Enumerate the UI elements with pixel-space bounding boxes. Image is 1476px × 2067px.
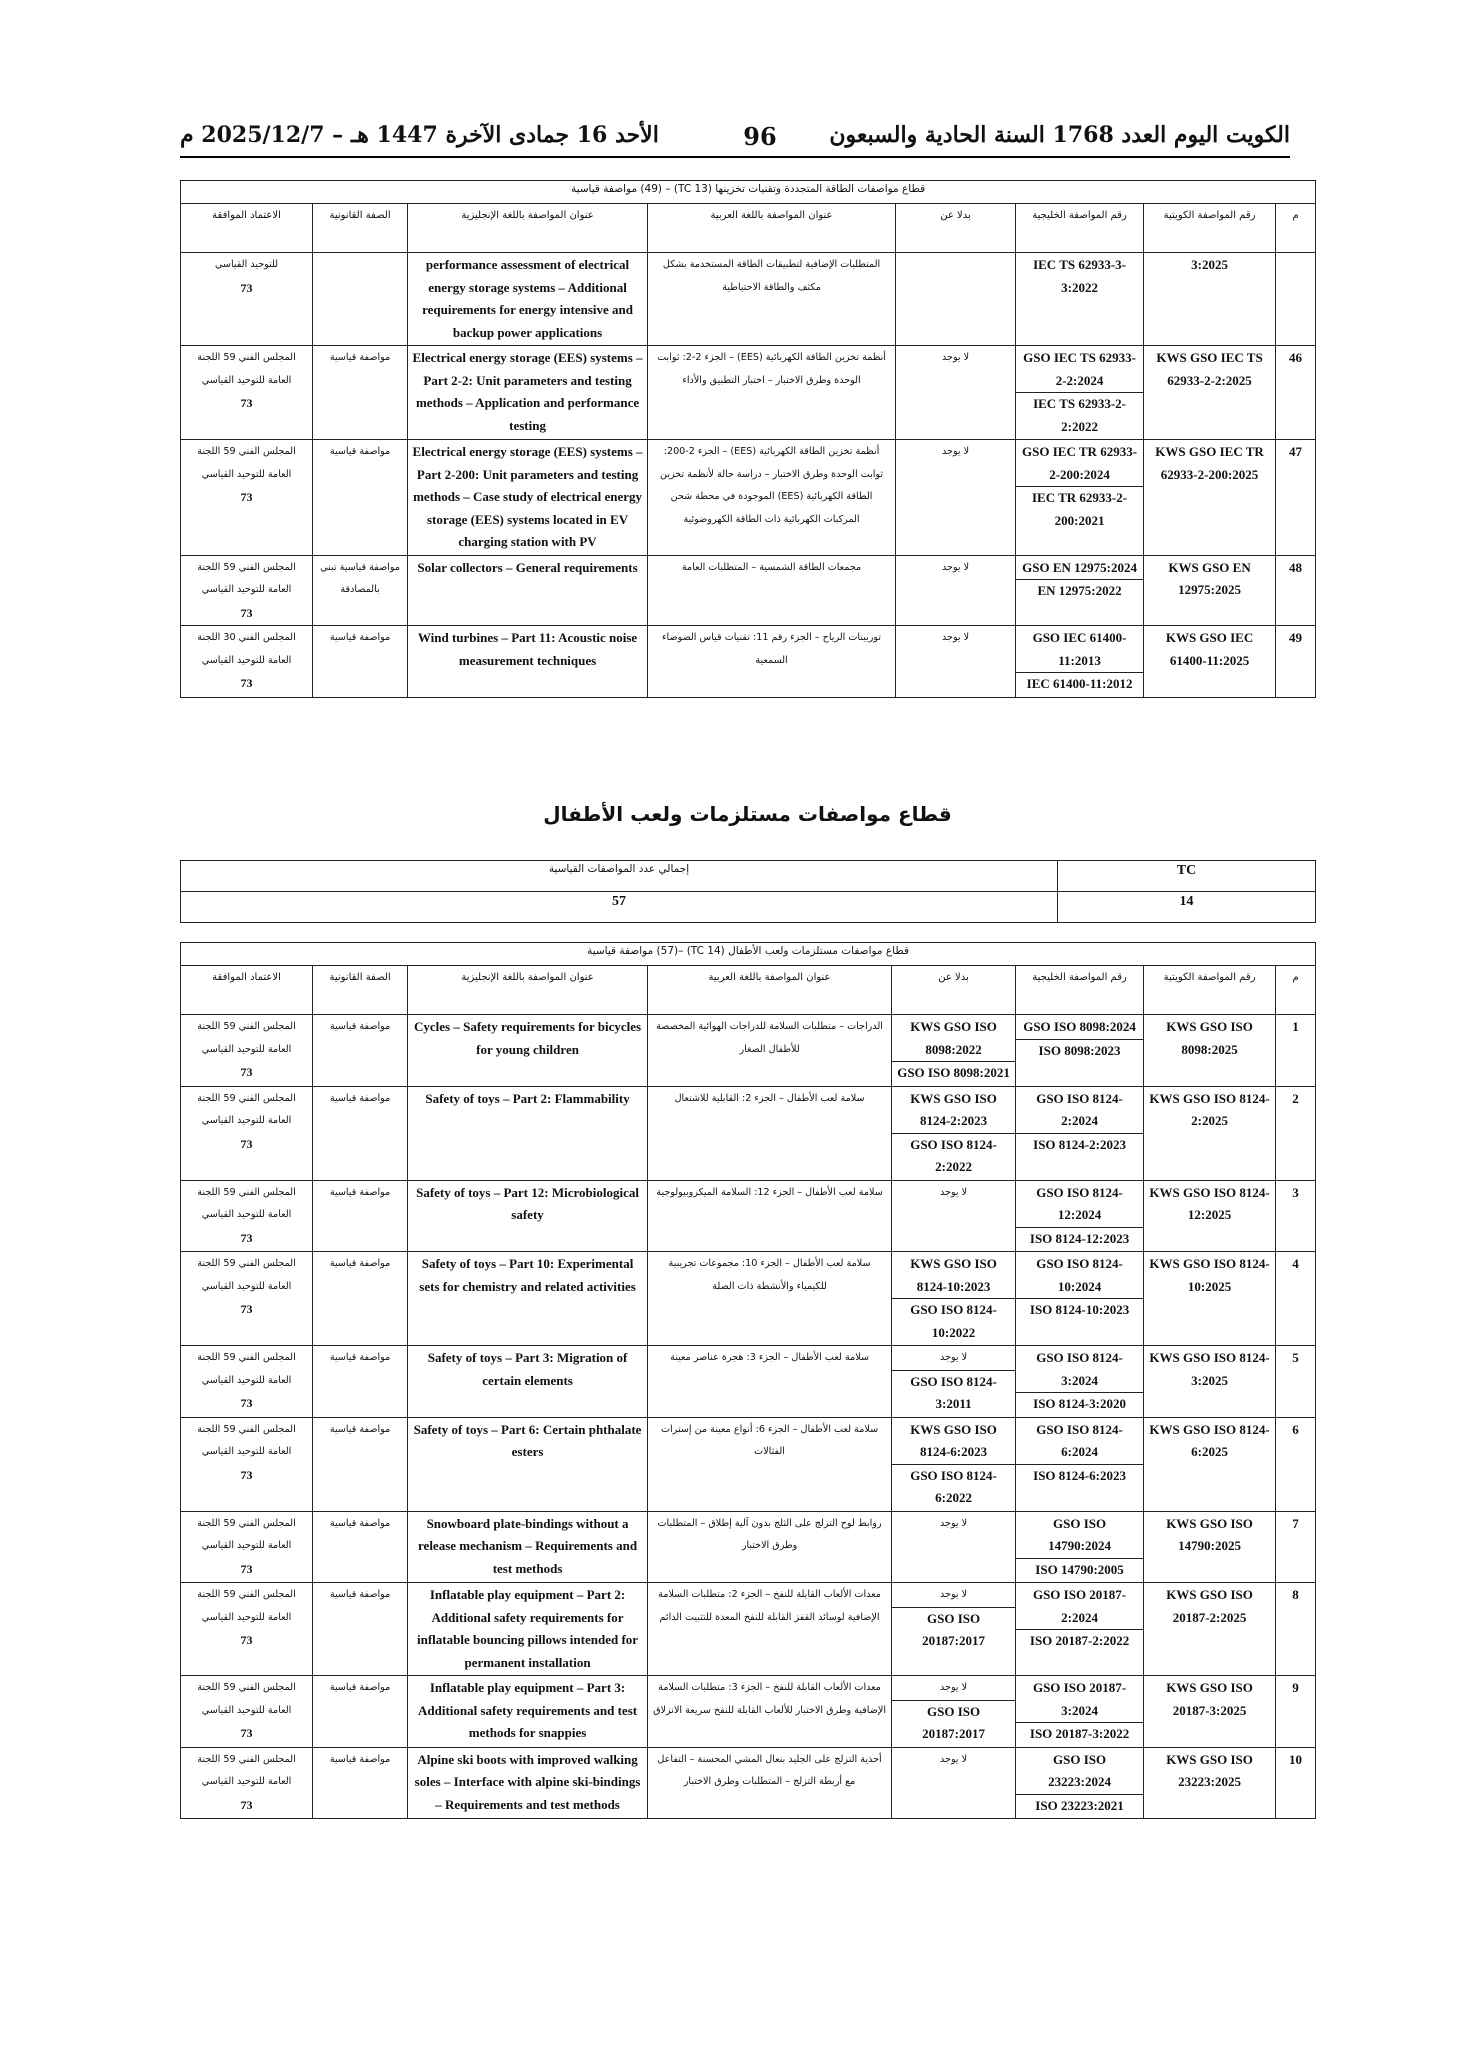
replaced-standard: لا يوجد: [941, 352, 970, 363]
gulf-standard-number: IEC TR 62933-2-200:2021: [1016, 486, 1143, 532]
row-index: 2: [1276, 1086, 1316, 1180]
approval-text: المجلس الفني 59 اللجنة العامة للتوحيد القياسي: [197, 1186, 296, 1220]
gulf-standard-cell: [1016, 1015, 1144, 1087]
gulf-standard-number: GSO IEC 61400-11:2013: [1032, 630, 1127, 668]
title-arabic: معدات الألعاب القابلة للنفخ – الجزء 3: متطلبات السلامة الإضافية وطرق الاختبار للألعاب القابلة للنفخ سريعة الانزلاق: [648, 1676, 892, 1748]
title-english: Snowboard plate-bindings without a release mechanism – Requirements and test methods: [408, 1511, 648, 1583]
replaced-standard: لا يوجد: [939, 1517, 968, 1529]
approval-cell: [181, 1747, 313, 1819]
replaces-cell: [892, 1676, 1016, 1748]
title-arabic: سلامة لعب الأطفال – الجزء 6: أنواع معينة من إسترات الفثالات: [648, 1417, 892, 1511]
legal-status: مواصفة قياسية: [313, 1180, 408, 1252]
legal-status: مواصفة قياسية: [313, 1511, 408, 1583]
col-approval: الاعتماد الموافقة: [181, 966, 313, 1015]
kuwaiti-standard-number: KWS GSO EN 12975:2025: [1144, 555, 1276, 626]
gulf-standard-number: GSO ISO 23223:2024: [1048, 1751, 1111, 1789]
approval-text: المجلس الفني 59 اللجنة العامة للتوحيد القياسي: [197, 1352, 296, 1386]
legal-status: [313, 253, 408, 346]
approval-number: 73: [240, 1230, 253, 1245]
kuwaiti-standard-number: KWS GSO IEC 61400-11:2025: [1144, 626, 1276, 698]
title-english: Safety of toys – Part 12: Microbiological safety: [408, 1180, 648, 1252]
kuwaiti-standard-number: KWS GSO ISO 20187-3:2025: [1144, 1676, 1276, 1748]
gulf-standard-number: GSO ISO 8124-10:2024: [1036, 1256, 1123, 1294]
row-index: 7: [1276, 1511, 1316, 1583]
table-caption: قطاع مواصفات الطاقة المتجددة وتقنيات تخزينها (TC 13) – (49) مواصفة قياسية: [181, 181, 1316, 204]
title-english: Safety of toys – Part 10: Experimental sets for chemistry and related activities: [408, 1252, 648, 1346]
title-english: Inflatable play equipment – Part 3: Additional safety requirements and test methods for snappies: [408, 1676, 648, 1748]
gulf-standard-number: ISO 8124-3:2020: [1016, 1392, 1143, 1416]
gulf-standard-number: IEC TS 62933-3-3:2022: [1033, 257, 1127, 295]
table-row: [181, 253, 1316, 346]
replaced-standard: KWS GSO ISO 8124-6:2023: [910, 1421, 997, 1459]
gulf-standard-number: ISO 8124-2:2023: [1016, 1133, 1143, 1157]
table-row: [181, 1676, 1316, 1748]
replaced-standard: لا يوجد: [941, 446, 970, 457]
gulf-standard-number: ISO 8124-12:2023: [1016, 1227, 1143, 1251]
gulf-standard-cell: [1016, 1346, 1144, 1418]
replaced-standard: لا يوجد: [939, 1589, 968, 1600]
title-english: Safety of toys – Part 6: Certain phthalate esters: [408, 1417, 648, 1511]
page-header: [180, 122, 1290, 158]
gulf-standard-number: GSO ISO 8098:2024: [1023, 1019, 1136, 1034]
col-title-en: عنوان المواصفة باللغة الإنجليزية: [408, 966, 648, 1015]
col-legal: الصفة القانونية: [313, 204, 408, 253]
replaces-cell: [892, 1252, 1016, 1346]
replaces-cell: [896, 253, 1016, 346]
table-body: [181, 253, 1316, 698]
kuwaiti-standard-number: KWS GSO IEC TS 62933-2-2:2025: [1144, 346, 1276, 440]
title-english: Inflatable play equipment – Part 2: Additional safety requirements for inflatable bouncing pillows intended for permanent installation: [408, 1583, 648, 1676]
approval-cell: [181, 626, 313, 698]
legal-status: مواصفة قياسية: [313, 1417, 408, 1511]
gulf-standard-number: EN 12975:2022: [1016, 579, 1143, 603]
gulf-standard-cell: [1016, 440, 1144, 556]
table-row: [181, 440, 1316, 556]
section-title: قطاع مواصفات مستلزمات ولعب الأطفال: [543, 802, 952, 826]
table-row: [181, 1417, 1316, 1511]
title-arabic: روابط لوح التزلج على الثلج بدون آلية إطلاق – المتطلبات وطرق الاختبار: [648, 1511, 892, 1583]
row-index: 1: [1276, 1015, 1316, 1087]
gulf-standard-number: GSO ISO 8124-6:2024: [1036, 1421, 1123, 1459]
summary-tc-value: 14: [1058, 892, 1316, 923]
approval-number: 73: [240, 676, 253, 690]
title-english: Solar collectors – General requirements: [408, 555, 648, 626]
approval-text: المجلس الفني 59 اللجنة العامة للتوحيد القياسي: [197, 1258, 296, 1292]
title-arabic: سلامة لعب الأطفال – الجزء 2: القابلية للاشتعال: [648, 1086, 892, 1180]
gulf-standard-cell: [1016, 1180, 1144, 1252]
gulf-standard-cell: [1016, 1747, 1144, 1819]
approval-cell: [181, 1511, 313, 1583]
approval-number: 73: [240, 280, 253, 295]
legal-status: مواصفة قياسية: [313, 1747, 408, 1819]
gulf-standard-cell: [1016, 1511, 1144, 1583]
approval-number: 73: [240, 1797, 253, 1812]
approval-cell: [181, 253, 313, 346]
gulf-standard-number: IEC TS 62933-2-2:2022: [1016, 392, 1143, 438]
row-index: 8: [1276, 1583, 1316, 1676]
replaced-standard: لا يوجد: [939, 1753, 968, 1765]
legal-status: مواصفة قياسية: [313, 1015, 408, 1087]
title-arabic: معدات الألعاب القابلة للنفخ – الجزء 2: متطلبات السلامة الإضافية لوسائد القفز القابلة للنفخ المعدة للتثبيت الدائم: [648, 1583, 892, 1676]
replaces-cell: [892, 1346, 1016, 1418]
approval-number: 73: [240, 1302, 253, 1316]
standards-table-tc14: [180, 942, 1316, 1819]
title-arabic: سلامة لعب الأطفال – الجزء 3: هجرة عناصر معينة: [648, 1346, 892, 1418]
gulf-standard-number: ISO 14790:2005: [1016, 1558, 1143, 1582]
table-row: [181, 626, 1316, 698]
replaced-standard: GSO ISO 8124-6:2022: [892, 1464, 1015, 1510]
approval-number: 73: [240, 1561, 253, 1576]
approval-text: المجلس الفني 59 اللجنة العامة للتوحيد القياسي: [197, 1517, 296, 1551]
replaced-standard: لا يوجد: [939, 1682, 968, 1693]
gulf-standard-number: GSO ISO 8124-3:2024: [1036, 1350, 1123, 1388]
table-caption: قطاع مواصفات مستلزمات ولعب الأطفال (TC 14) –(57) مواصفة قياسية: [181, 943, 1316, 966]
standards-table-tc13: [180, 180, 1316, 698]
approval-number: 73: [240, 396, 253, 410]
title-english: Safety of toys – Part 3: Migration of certain elements: [408, 1346, 648, 1418]
replaces-cell: [892, 1417, 1016, 1511]
approval-text: المجلس الفني 59 اللجنة العامة للتوحيد القياسي: [197, 446, 296, 480]
legal-status: مواصفة قياسية: [313, 346, 408, 440]
col-title-en: عنوان المواصفة باللغة الإنجليزية: [408, 204, 648, 253]
gulf-standard-cell: [1016, 1583, 1144, 1676]
gulf-standard-number: ISO 20187-3:2022: [1016, 1722, 1143, 1746]
gulf-standard-cell: [1016, 1417, 1144, 1511]
masthead: الكويت اليوم العدد 1768 السنة الحادية والسبعون: [829, 122, 1290, 148]
col-kuwaiti: رقم المواصفة الكويتية: [1144, 966, 1276, 1015]
title-arabic: أنظمة تخزين الطاقة الكهربائية (EES) – الجزء 2-2: ثوابت الوحدة وطرق الاختبار – اختبار التطبيق والأداء: [648, 346, 896, 440]
title-arabic: سلامة لعب الأطفال – الجزء 12: السلامة الميكروبيولوجية: [648, 1180, 892, 1252]
legal-status: مواصفة قياسية: [313, 626, 408, 698]
col-index: م: [1276, 966, 1316, 1015]
gulf-standard-number: GSO ISO 8124-12:2024: [1036, 1184, 1123, 1222]
title-english: Wind turbines – Part 11: Acoustic noise measurement techniques: [408, 626, 648, 698]
approval-number: 73: [240, 1467, 253, 1482]
replaced-standard: GSO ISO 8124-2:2022: [892, 1133, 1015, 1179]
approval-number: 73: [240, 1396, 253, 1410]
title-english: Electrical energy storage (EES) systems – Part 2-2: Unit parameters and testing methods – Application and performance testing: [408, 346, 648, 440]
title-english: Alpine ski boots with improved walking soles – Interface with alpine ski-bindings – Requirements and test methods: [408, 1747, 648, 1819]
summary-total-label: إجمالي عدد المواصفات القياسية: [181, 861, 1058, 892]
kuwaiti-standard-number: KWS GSO ISO 23223:2025: [1144, 1747, 1276, 1819]
kuwaiti-standard-number: KWS GSO ISO 8098:2025: [1144, 1015, 1276, 1087]
replaces-cell: [892, 1747, 1016, 1819]
gulf-standard-cell: [1016, 346, 1144, 440]
col-title-ar: عنوان المواصفة باللغة العربية: [648, 966, 892, 1015]
table-row: [181, 555, 1316, 626]
legal-status: مواصفة قياسية تبني بالمصادقة: [313, 555, 408, 626]
approval-cell: [181, 1346, 313, 1418]
table-row: [181, 1511, 1316, 1583]
approval-text: المجلس الفني 59 اللجنة العامة للتوحيد القياسي: [197, 1021, 296, 1055]
replaced-standard: KWS GSO ISO 8124-2:2023: [910, 1090, 997, 1128]
title-arabic: مجمعات الطاقة الشمسية – المتطلبات العامة: [648, 555, 896, 626]
gulf-standard-number: ISO 23223:2021: [1016, 1794, 1143, 1818]
approval-number: 73: [240, 1726, 253, 1740]
approval-cell: [181, 346, 313, 440]
row-index: [1276, 253, 1316, 346]
row-index: 4: [1276, 1252, 1316, 1346]
approval-number: 73: [240, 605, 253, 620]
approval-cell: [181, 1417, 313, 1511]
kuwaiti-standard-number: KWS GSO ISO 8124-3:2025: [1144, 1346, 1276, 1418]
approval-cell: [181, 1086, 313, 1180]
kuwaiti-standard-number: KWS GSO IEC TR 62933-2-200:2025: [1144, 440, 1276, 556]
title-arabic: سلامة لعب الأطفال – الجزء 10: مجموعات تجريبية للكيمياء والأنشطة ذات الصلة: [648, 1252, 892, 1346]
kuwaiti-standard-number: KWS GSO ISO 20187-2:2025: [1144, 1583, 1276, 1676]
replaces-cell: [892, 1015, 1016, 1087]
row-index: 48: [1276, 555, 1316, 626]
legal-status: مواصفة قياسية: [313, 1676, 408, 1748]
legal-status: مواصفة قياسية: [313, 440, 408, 556]
replaced-standard: لا يوجد: [941, 632, 970, 643]
title-english: Safety of toys – Part 2: Flammability: [408, 1086, 648, 1180]
kuwaiti-standard-number: KWS GSO ISO 8124-2:2025: [1144, 1086, 1276, 1180]
kuwaiti-standard-number: KWS GSO ISO 14790:2025: [1144, 1511, 1276, 1583]
summary-table: [180, 860, 1316, 923]
approval-cell: [181, 555, 313, 626]
legal-status: مواصفة قياسية: [313, 1583, 408, 1676]
row-index: 10: [1276, 1747, 1316, 1819]
table-row: [181, 346, 1316, 440]
table-row: [181, 1747, 1316, 1819]
title-english: Cycles – Safety requirements for bicycles for young children: [408, 1015, 648, 1087]
legal-status: مواصفة قياسية: [313, 1086, 408, 1180]
replaces-cell: [896, 346, 1016, 440]
title-english: Electrical energy storage (EES) systems – Part 2-200: Unit parameters and testing methods – Case study of electrical energy storage (EES) systems located in EV charging station with PV: [408, 440, 648, 556]
gulf-standard-number: ISO 8124-10:2023: [1016, 1298, 1143, 1322]
gulf-standard-cell: [1016, 253, 1144, 346]
replaces-cell: [896, 626, 1016, 698]
approval-text: المجلس الفني 59 اللجنة العامة للتوحيد القياسي: [197, 561, 296, 595]
approval-number: 73: [240, 490, 253, 504]
table-row: [181, 1015, 1316, 1087]
row-index: 9: [1276, 1676, 1316, 1748]
row-index: 3: [1276, 1180, 1316, 1252]
replaces-cell: [892, 1511, 1016, 1583]
col-gulf: رقم المواصفة الخليجية: [1016, 204, 1144, 253]
gulf-standard-number: GSO EN 12975:2024: [1022, 559, 1137, 575]
gulf-standard-number: IEC 61400-11:2012: [1016, 672, 1143, 696]
gulf-standard-number: ISO 8098:2023: [1016, 1039, 1143, 1063]
replaces-cell: [892, 1086, 1016, 1180]
kuwaiti-standard-number: 3:2025: [1144, 253, 1276, 346]
title-english: performance assessment of electrical energy storage systems – Additional requirements for energy intensive and backup power applications: [408, 253, 648, 346]
replaced-standard: لا يوجد: [939, 1352, 968, 1363]
gulf-standard-number: ISO 8124-6:2023: [1016, 1464, 1143, 1488]
replaces-cell: [892, 1583, 1016, 1676]
approval-text: المجلس الفني 30 اللجنة العامة للتوحيد القياسي: [197, 632, 296, 666]
gulf-standard-number: GSO IEC TR 62933-2-200:2024: [1022, 444, 1138, 482]
approval-text: المجلس الفني 59 اللجنة العامة للتوحيد القياسي: [197, 1753, 296, 1787]
approval-cell: [181, 1676, 313, 1748]
replaced-standard: KWS GSO ISO 8098:2022: [910, 1019, 997, 1057]
approval-cell: [181, 1180, 313, 1252]
title-arabic: المتطلبات الإضافية لتطبيقات الطاقة المستخدمة بشكل مكثف والطاقة الاحتياطية: [648, 253, 896, 346]
summary-total-value: 57: [181, 892, 1058, 923]
replaced-standard: GSO ISO 8124-3:2011: [892, 1370, 1015, 1416]
legal-status: مواصفة قياسية: [313, 1346, 408, 1418]
approval-cell: [181, 1252, 313, 1346]
approval-text: المجلس الفني 59 اللجنة العامة للتوحيد القياسي: [197, 352, 296, 386]
col-gulf: رقم المواصفة الخليجية: [1016, 966, 1144, 1015]
approval-cell: [181, 1583, 313, 1676]
approval-text: المجلس الفني 59 اللجنة العامة للتوحيد القياسي: [197, 1092, 296, 1126]
gulf-standard-cell: [1016, 1252, 1144, 1346]
approval-cell: [181, 440, 313, 556]
kuwaiti-standard-number: KWS GSO ISO 8124-6:2025: [1144, 1417, 1276, 1511]
replaced-standard: GSO ISO 8098:2021: [892, 1061, 1015, 1085]
col-index: م: [1276, 204, 1316, 253]
kuwaiti-standard-number: KWS GSO ISO 8124-12:2025: [1144, 1180, 1276, 1252]
table-row: [181, 1086, 1316, 1180]
title-arabic: توربينات الرياح – الجزء رقم 11: تقنيات قياس الضوضاء السمعية: [648, 626, 896, 698]
row-index: 49: [1276, 626, 1316, 698]
title-arabic: الدراجات – متطلبات السلامة للدراجات الهوائية المخصصة للأطفال الصغار: [648, 1015, 892, 1087]
title-arabic: أحذية التزلج على الجليد بنعال المشي المحسنة – التفاعل مع أربطة التزلج – المتطلبات وطرق الاختبار: [648, 1747, 892, 1819]
gulf-standard-number: GSO IEC TS 62933-2-2:2024: [1023, 350, 1136, 388]
row-index: 46: [1276, 346, 1316, 440]
row-index: 6: [1276, 1417, 1316, 1511]
replaced-standard: لا يوجد: [941, 561, 970, 573]
gulf-standard-cell: [1016, 626, 1144, 698]
approval-number: 73: [240, 1065, 253, 1079]
approval-text: المجلس الفني 59 اللجنة العامة للتوحيد القياسي: [197, 1589, 296, 1623]
approval-number: 73: [240, 1136, 253, 1151]
legal-status: مواصفة قياسية: [313, 1252, 408, 1346]
gulf-standard-number: GSO ISO 20187-3:2024: [1032, 1680, 1127, 1718]
row-index: 5: [1276, 1346, 1316, 1418]
table-row: [181, 1252, 1316, 1346]
col-legal: الصفة القانونية: [313, 966, 408, 1015]
replaced-standard: لا يوجد: [939, 1186, 968, 1198]
replaces-cell: [892, 1180, 1016, 1252]
approval-cell: [181, 1015, 313, 1087]
replaced-standard: GSO ISO 8124-10:2022: [892, 1298, 1015, 1344]
replaced-standard: GSO ISO 20187:2017: [892, 1607, 1015, 1653]
gulf-standard-cell: [1016, 1086, 1144, 1180]
col-kuwaiti: رقم المواصفة الكويتية: [1144, 204, 1276, 253]
header-date: الأحد 16 جمادى الآخرة 1447 هـ – 2025/12/7 م: [180, 122, 659, 148]
replaces-cell: [896, 555, 1016, 626]
gulf-standard-cell: [1016, 555, 1144, 626]
gulf-standard-number: GSO ISO 20187-2:2024: [1032, 1587, 1127, 1625]
gulf-standard-number: GSO ISO 14790:2024: [1048, 1515, 1111, 1553]
row-index: 47: [1276, 440, 1316, 556]
gulf-standard-number: GSO ISO 8124-2:2024: [1036, 1090, 1123, 1128]
col-replaces: بدلا عن: [896, 204, 1016, 253]
gulf-standard-number: ISO 20187-2:2022: [1016, 1629, 1143, 1653]
col-approval: الاعتماد الموافقة: [181, 204, 313, 253]
col-replaces: بدلا عن: [892, 966, 1016, 1015]
approval-text: المجلس الفني 59 اللجنة العامة للتوحيد القياسي: [197, 1423, 296, 1457]
kuwaiti-standard-number: KWS GSO ISO 8124-10:2025: [1144, 1252, 1276, 1346]
replaced-standard: KWS GSO ISO 8124-10:2023: [910, 1256, 997, 1294]
page-number: 96: [743, 122, 777, 151]
approval-number: 73: [240, 1633, 253, 1647]
table-row: [181, 1583, 1316, 1676]
summary-tc-label: TC: [1058, 861, 1316, 892]
gulf-standard-cell: [1016, 1676, 1144, 1748]
replaces-cell: [896, 440, 1016, 556]
approval-text: للتوحيد القياسي: [214, 259, 279, 270]
col-title-ar: عنوان المواصفة باللغة العربية: [648, 204, 896, 253]
table-body: [181, 1015, 1316, 1819]
replaced-standard: GSO ISO 20187:2017: [892, 1700, 1015, 1746]
approval-text: المجلس الفني 59 اللجنة العامة للتوحيد القياسي: [197, 1682, 296, 1716]
table-row: [181, 1346, 1316, 1418]
table-row: [181, 1180, 1316, 1252]
title-arabic: أنظمة تخزين الطاقة الكهربائية (EES) – الجزء 2-200: ثوابت الوحدة وطرق الاختبار – دراسة حالة لأنظمة تخزين الطاقة الكهربائية (EES) الموجودة في محطة شحن المركبات الكهربائية ذات الطاقة الكهروضوئية: [648, 440, 896, 556]
